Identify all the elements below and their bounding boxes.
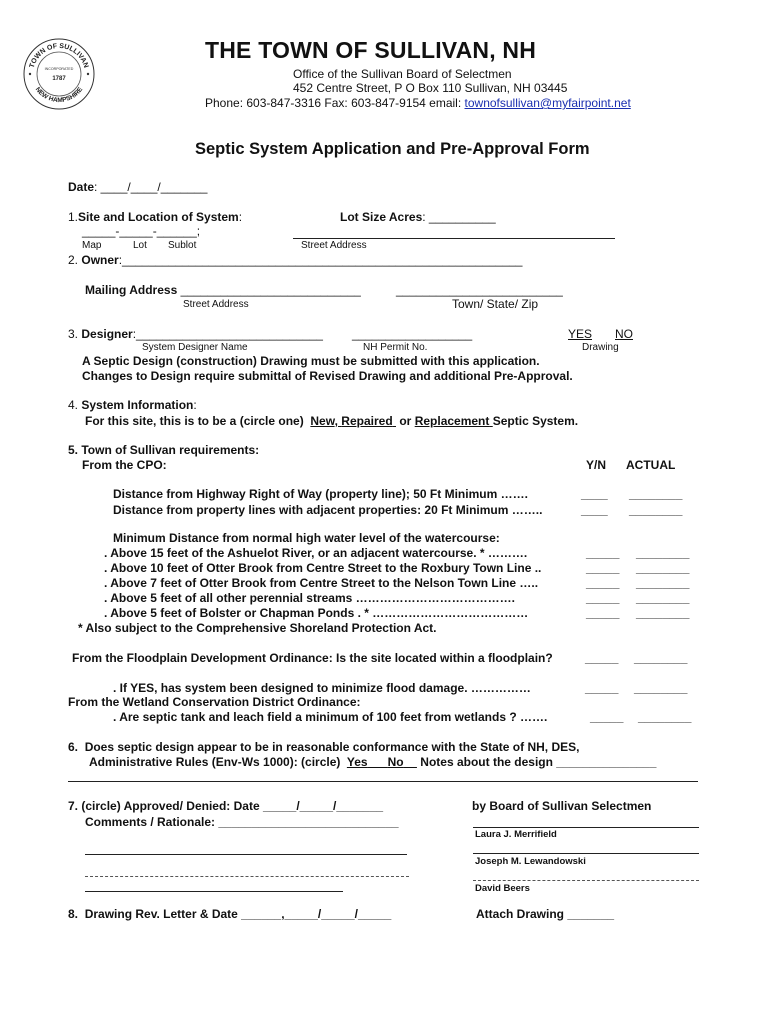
requirements-heading: 5. Town of Sullivan requirements:: [68, 443, 260, 457]
watercourse-row-actual-blank[interactable]: ________: [636, 606, 690, 620]
by-board-label: by Board of Sullivan Selectmen: [472, 799, 652, 813]
comments-field[interactable]: Comments / Rationale: ___________________________: [85, 815, 399, 829]
mailing-address-field[interactable]: [85, 283, 361, 297]
map-lot-sublot-blank[interactable]: _____-_____-______;: [82, 224, 201, 238]
floodplain-actual-blank[interactable]: ________: [634, 651, 688, 665]
designer-field[interactable]: 3. Designer:____________________________: [68, 327, 323, 341]
date-blank: : ____/____/_______: [94, 180, 208, 194]
watercourse-row-yn-blank[interactable]: _____: [586, 591, 620, 605]
setback-row-text: Distance from Highway Right of Way (property line); 50 Ft Minimum …….: [113, 487, 528, 501]
approval-line[interactable]: 7. (circle) Approved/ Denied: Date _____/_____/_______: [68, 799, 384, 813]
designer-name-label: System Designer Name: [142, 342, 248, 353]
drawing-rev-field[interactable]: 8. Drawing Rev. Letter & Date ______,_____/_____/_____: [68, 907, 392, 921]
signature-line-1[interactable]: [473, 827, 699, 828]
signature-line-2[interactable]: [473, 853, 699, 854]
design-notes-field[interactable]: Notes about the design _______________: [420, 755, 657, 769]
repaired-option[interactable]: Repaired: [341, 414, 393, 428]
lot-size-label: Lot Size Acres: [340, 210, 423, 224]
street-address-label: Street Address: [301, 240, 367, 251]
watercourse-row-actual-blank[interactable]: ________: [636, 546, 690, 560]
date-field[interactable]: [68, 180, 207, 194]
mailing-address-label: Mailing Address: [85, 283, 178, 297]
town-seal: [22, 37, 96, 111]
drawing-no-option[interactable]: NO: [615, 327, 633, 341]
watercourse-row-yn-blank[interactable]: _____: [586, 561, 620, 575]
new-option[interactable]: New: [310, 414, 335, 428]
office-line: Office of the Sullivan Board of Selectmen: [293, 67, 512, 81]
attach-drawing-field[interactable]: Attach Drawing _______: [476, 907, 615, 921]
permit-blank[interactable]: __________________: [352, 327, 473, 341]
designer-label: Designer: [81, 327, 133, 341]
comments-line-2[interactable]: [85, 854, 407, 855]
setback-row-actual-blank[interactable]: ________: [629, 503, 683, 517]
conformance-question: 6. Does septic design appear to be in reasonable conformance with the State of NH, DES,: [68, 740, 580, 754]
watercourse-row-yn-blank[interactable]: _____: [586, 606, 620, 620]
watercourse-row-text: . Above 10 feet of Otter Brook from Centre Street to the Roxbury Town Line ..: [104, 561, 542, 575]
setback-row-yn-blank[interactable]: ____: [581, 487, 608, 501]
watercourse-row-text: . Above 7 feet of Otter Brook from Centre Street to the Nelson Town Line …..: [104, 576, 539, 590]
wetland-heading: From the Wetland Conservation District Ordinance:: [68, 695, 361, 709]
setback-row-yn-blank[interactable]: ____: [581, 503, 608, 517]
map-label: Map: [82, 240, 102, 251]
setback-row-text: Distance from property lines with adjacent properties: 20 Ft Minimum ……..: [113, 503, 543, 517]
flood-design-question: . If YES, has system been designed to minimize flood damage. ……………: [113, 681, 531, 695]
comments-line-3[interactable]: [85, 876, 409, 877]
contact-text: Phone: 603-847-3316 Fax: 603-847-9154 email:: [205, 96, 465, 110]
town-state-zip-blank[interactable]: _________________________: [396, 283, 563, 297]
seal-top-text: TOWN OF SULLIVAN: [28, 42, 90, 69]
seal-bottom-text: NEW HAMPSHIRE: [33, 86, 85, 105]
shoreland-note: * Also subject to the Comprehensive Shoreland Protection Act.: [78, 621, 437, 635]
contact-line: [205, 96, 631, 110]
system-info-heading: 4. System Information:: [68, 398, 197, 412]
seal-year: 1787: [52, 76, 66, 82]
town-title: THE TOWN OF SULLIVAN, NH: [205, 37, 537, 63]
signer-lewandowski: Joseph M. Lewandowski: [475, 856, 586, 867]
design-change-note: Changes to Design require submittal of Revised Drawing and additional Pre-Approval.: [82, 369, 573, 383]
floodplain-yn-blank[interactable]: _____: [585, 651, 619, 665]
watercourse-row-text: . Above 5 feet of Bolster or Chapman Ponds . * …………………………………: [104, 606, 529, 620]
wetland-actual-blank[interactable]: ________: [638, 710, 692, 724]
watercourse-row-actual-blank[interactable]: ________: [636, 561, 690, 575]
town-state-zip-label: Town/ State/ Zip: [452, 297, 539, 311]
site-location-heading: 1.Site and Location of System:: [68, 210, 243, 224]
yn-column-header: Y/N: [586, 458, 607, 472]
watercourse-row-yn-blank[interactable]: _____: [586, 576, 620, 590]
drawing-yes-option[interactable]: YES: [568, 327, 593, 341]
date-label: Date: [68, 180, 95, 194]
watercourse-row-actual-blank[interactable]: ________: [636, 576, 690, 590]
permit-no-label: NH Permit No.: [363, 342, 428, 353]
replacement-option[interactable]: Replacement: [414, 414, 490, 428]
watercourse-row-text: . Above 15 feet of the Ashuelot River, or an adjacent watercourse. * ……….: [104, 546, 528, 560]
drawing-label: Drawing: [582, 342, 619, 353]
form-title: Septic System Application and Pre-Approval Form: [195, 140, 590, 158]
owner-blank: :____________________________________________________________: [118, 253, 523, 267]
watercourse-row-actual-blank[interactable]: ________: [636, 591, 690, 605]
street-address-line[interactable]: [293, 238, 615, 239]
email-link[interactable]: townofsullivan@myfairpoint.net: [464, 96, 631, 110]
floodplain-question: From the Floodplain Development Ordinance: Is the site located within a floodplain?: [72, 651, 553, 665]
conformance-yes-option[interactable]: Yes: [346, 755, 368, 769]
signer-merrifield: Laura J. Merrifield: [475, 829, 557, 840]
flood-design-yn-blank[interactable]: _____: [585, 681, 619, 695]
lot-size-field[interactable]: [340, 210, 496, 224]
actual-column-header: ACTUAL: [626, 458, 676, 472]
designer-blank: :____________________________: [132, 327, 323, 341]
mailing-street-label: Street Address: [183, 299, 249, 310]
setback-row-actual-blank[interactable]: ________: [629, 487, 683, 501]
signature-line-3[interactable]: [473, 880, 699, 881]
watercourse-row-text: . Above 5 feet of all other perennial streams ………………………………….: [104, 591, 515, 605]
signer-beers: David Beers: [475, 883, 530, 894]
wetland-yn-blank[interactable]: _____: [590, 710, 624, 724]
owner-field[interactable]: 2. Owner:____________________________________________________________: [68, 253, 523, 267]
sublot-label: Sublot: [168, 240, 197, 251]
system-type-line: For this site, this is to be a (circle one) New, Repaired or Replacement Septic System.: [85, 414, 579, 428]
seal-middle-text: INCORPORATED: [44, 67, 74, 71]
wetland-question: . Are septic tank and leach field a minimum of 100 feet from wetlands ? …….: [113, 710, 548, 724]
lot-size-blank: : __________: [422, 210, 496, 224]
comments-line-4[interactable]: [85, 891, 343, 892]
conformance-no-option[interactable]: No: [387, 755, 404, 769]
owner-label: Owner: [81, 253, 119, 267]
section-divider: [68, 781, 698, 782]
watercourse-row-yn-blank[interactable]: _____: [586, 546, 620, 560]
address-line: 452 Centre Street, P O Box 110 Sullivan, NH 03445: [293, 81, 568, 95]
conformance-answer-line: Administrative Rules (Env-Ws 1000): (circle) Yes No Notes about the design _______________: [89, 755, 657, 769]
water-distance-heading: Minimum Distance from normal high water level of the watercourse:: [113, 531, 500, 545]
lot-label: Lot: [133, 240, 147, 251]
flood-design-actual-blank[interactable]: ________: [634, 681, 688, 695]
mailing-address-blank: ___________________________: [180, 283, 361, 297]
design-drawing-note: A Septic Design (construction) Drawing must be submitted with this application.: [82, 354, 540, 368]
from-cpo-label: From the CPO:: [82, 458, 167, 472]
